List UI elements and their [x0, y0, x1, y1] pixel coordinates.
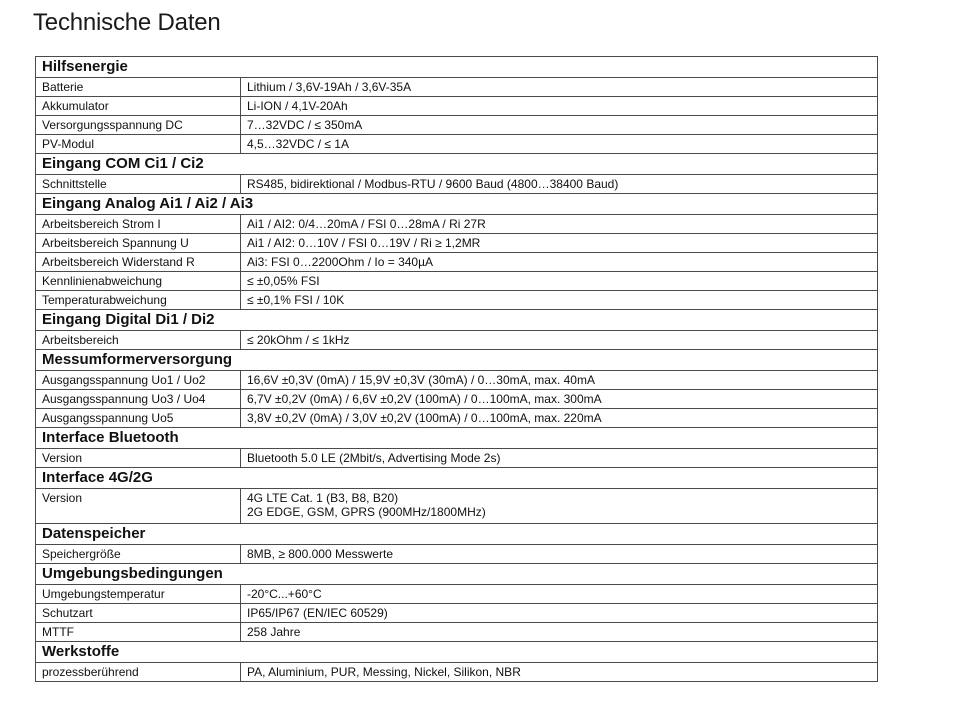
section-header-row: [36, 642, 878, 663]
spec-label: Version: [36, 449, 241, 468]
section-header-row: [36, 154, 878, 175]
table-row: [36, 253, 878, 272]
section-header-row: [36, 194, 878, 215]
table-row: [36, 78, 878, 97]
spec-value-line: Li-ION / 4,1V-20Ah: [247, 99, 348, 113]
spec-label: PV-Modul: [36, 135, 241, 154]
spec-value-line: Bluetooth 5.0 LE (2Mbit/s, Advertising Mode 2s): [247, 451, 501, 465]
spec-table: [35, 56, 878, 682]
spec-label: Schutzart: [36, 604, 241, 623]
spec-label: Umgebungstemperatur: [36, 585, 241, 604]
section-heading: Eingang COM Ci1 / Ci2: [36, 154, 878, 175]
spec-value: [241, 97, 878, 116]
spec-value: [241, 78, 878, 97]
spec-value: [241, 545, 878, 564]
spec-value: [241, 371, 878, 390]
spec-value: [241, 449, 878, 468]
table-row: [36, 449, 878, 468]
table-row: [36, 234, 878, 253]
spec-label: prozessberührend: [36, 663, 241, 682]
spec-value-line: Lithium / 3,6V-19Ah / 3,6V-35A: [247, 80, 412, 94]
spec-value: [241, 409, 878, 428]
table-row: [36, 215, 878, 234]
table-row: [36, 175, 878, 194]
section-header-row: [36, 428, 878, 449]
section-header-row: [36, 468, 878, 489]
table-row: [36, 135, 878, 154]
section-header-row: [36, 350, 878, 371]
section-heading: Umgebungsbedingungen: [36, 564, 878, 585]
spec-value-line: 4G LTE Cat. 1 (B3, B8, B20): [247, 491, 399, 505]
spec-value-line: ≤ ±0,05% FSI: [247, 274, 320, 288]
table-row: [36, 604, 878, 623]
spec-value: [241, 215, 878, 234]
spec-value-line: 7…32VDC / ≤ 350mA: [247, 118, 363, 132]
spec-value: [241, 489, 878, 524]
spec-value: [241, 585, 878, 604]
section-header-row: [36, 564, 878, 585]
section-heading: Datenspeicher: [36, 524, 878, 545]
spec-value-line: RS485, bidirektional / Modbus-RTU / 9600 Baud (4800…38400 Baud): [247, 177, 619, 191]
section-heading: Interface 4G/2G: [36, 468, 878, 489]
spec-value-line: ≤ 20kOhm / ≤ 1kHz: [247, 333, 350, 347]
spec-value-line: ≤ ±0,1% FSI / 10K: [247, 293, 345, 307]
spec-value-line: Ai3: FSI 0…2200Ohm / Io = 340µA: [247, 255, 434, 269]
spec-value: [241, 234, 878, 253]
table-row: [36, 585, 878, 604]
table-row: [36, 331, 878, 350]
section-header-row: [36, 57, 878, 78]
spec-value: [241, 604, 878, 623]
spec-value-line: 2G EDGE, GSM, GPRS (900MHz/1800MHz): [247, 505, 486, 519]
section-header-row: [36, 524, 878, 545]
table-row: [36, 272, 878, 291]
table-row: [36, 116, 878, 135]
page-title: Technische Daten: [33, 9, 221, 36]
spec-value-line: -20°C...+60°C: [247, 587, 322, 601]
section-header-row: [36, 310, 878, 331]
table-row: [36, 663, 878, 682]
spec-label: Arbeitsbereich: [36, 331, 241, 350]
spec-label: Temperaturabweichung: [36, 291, 241, 310]
spec-value-line: IP65/IP67 (EN/IEC 60529): [247, 606, 388, 620]
spec-value: [241, 135, 878, 154]
spec-value: [241, 623, 878, 642]
spec-value-line: 16,6V ±0,3V (0mA) / 15,9V ±0,3V (30mA) / 0…30mA, max. 40mA: [247, 373, 595, 387]
section-heading: Hilfsenergie: [36, 57, 878, 78]
spec-label: Schnittstelle: [36, 175, 241, 194]
spec-value-line: 3,8V ±0,2V (0mA) / 3,0V ±0,2V (100mA) / 0…100mA, max. 220mA: [247, 411, 602, 425]
spec-value: [241, 291, 878, 310]
spec-value-line: 6,7V ±0,2V (0mA) / 6,6V ±0,2V (100mA) / 0…100mA, max. 300mA: [247, 392, 602, 406]
spec-label: Speichergröße: [36, 545, 241, 564]
spec-value-line: 8MB, ≥ 800.000 Messwerte: [247, 547, 393, 561]
spec-label: Arbeitsbereich Spannung U: [36, 234, 241, 253]
spec-value: [241, 253, 878, 272]
spec-label: MTTF: [36, 623, 241, 642]
spec-value: [241, 390, 878, 409]
spec-label: Batterie: [36, 78, 241, 97]
table-row: [36, 623, 878, 642]
spec-label: Ausgangsspannung Uo1 / Uo2: [36, 371, 241, 390]
spec-label: Arbeitsbereich Strom I: [36, 215, 241, 234]
spec-label: Versorgungsspannung DC: [36, 116, 241, 135]
table-row: [36, 291, 878, 310]
section-heading: Eingang Digital Di1 / Di2: [36, 310, 878, 331]
spec-value-line: 258 Jahre: [247, 625, 301, 639]
spec-label: Akkumulator: [36, 97, 241, 116]
spec-value: [241, 272, 878, 291]
spec-label: Arbeitsbereich Widerstand R: [36, 253, 241, 272]
section-heading: Werkstoffe: [36, 642, 878, 663]
table-row: [36, 97, 878, 116]
spec-value-line: Ai1 / AI2: 0/4…20mA / FSI 0…28mA / Ri 27R: [247, 217, 486, 231]
spec-value: [241, 331, 878, 350]
spec-label: Version: [36, 489, 241, 524]
spec-value: [241, 663, 878, 682]
spec-value: [241, 116, 878, 135]
spec-value-line: 4,5…32VDC / ≤ 1A: [247, 137, 349, 151]
section-heading: Messumformerversorgung: [36, 350, 878, 371]
table-row: [36, 489, 878, 524]
table-row: [36, 371, 878, 390]
section-heading: Eingang Analog Ai1 / Ai2 / Ai3: [36, 194, 878, 215]
spec-value-line: PA, Aluminium, PUR, Messing, Nickel, Silikon, NBR: [247, 665, 521, 679]
spec-value: [241, 175, 878, 194]
table-row: [36, 390, 878, 409]
spec-table-body: [36, 57, 878, 682]
spec-label: Ausgangsspannung Uo3 / Uo4: [36, 390, 241, 409]
spec-label: Ausgangsspannung Uo5: [36, 409, 241, 428]
table-row: [36, 409, 878, 428]
section-heading: Interface Bluetooth: [36, 428, 878, 449]
spec-value-line: Ai1 / AI2: 0…10V / FSI 0…19V / Ri ≥ 1,2MR: [247, 236, 481, 250]
table-row: [36, 545, 878, 564]
spec-label: Kennlinienabweichung: [36, 272, 241, 291]
